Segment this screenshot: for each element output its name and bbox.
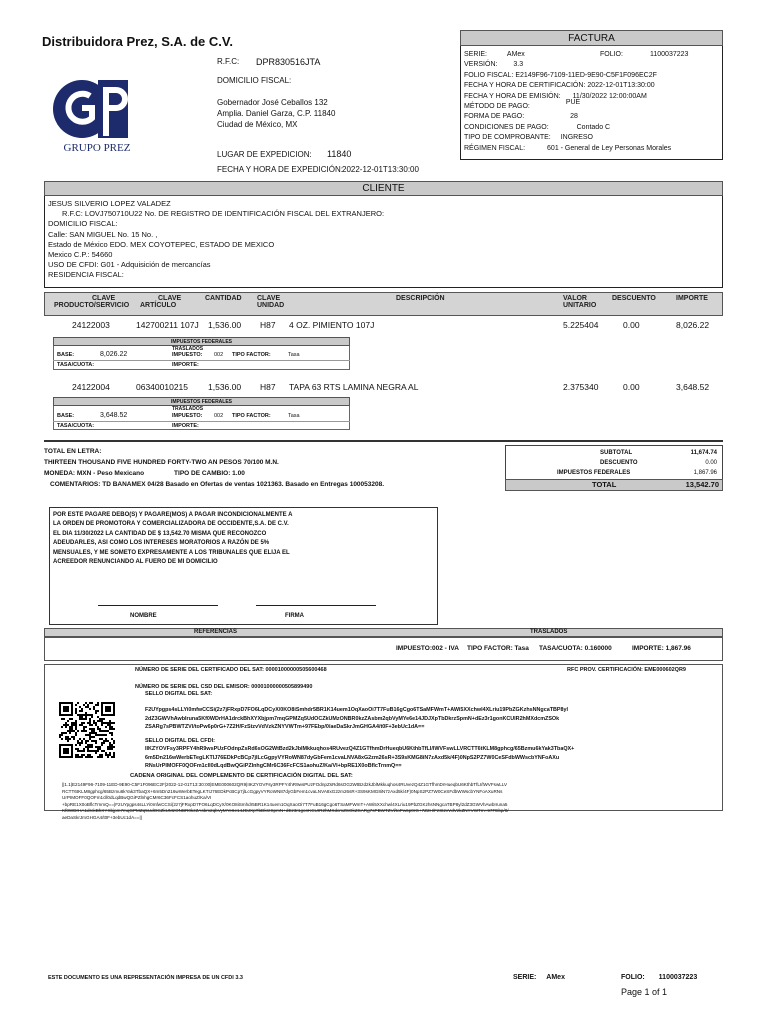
sello-sat-line: 2dZ3GWVhAwbIruna5Kf0WDrHA1drckBhXYXbjpm7mqGPMZq5UdOCZkUMzONBR0kzZAsbm2qbVyMYe6e14JDJXpTbDkrzSpmN+dEz3r1gonKCUIR2hMXdcmZSOk — [145, 715, 560, 722]
qr-code-icon — [59, 702, 115, 758]
col-header-unidad-top: CLAVE — [257, 295, 281, 302]
sello-sat-line: F2UYpgps4sLLYi0mfwCCSi(2z7jFRxpD7FO6LqDCyX/0KO8iSmhdr5BR1K14uem1OqXaoOi7T7FuB16gCgo6TSaMFWmT+AWi5XXchwl4XLriu19PbZGKzhsNNgcaTBP8yl — [145, 707, 568, 713]
cert-sat: NÚMERO DE SERIE DEL CERTIFICADO DEL SAT: 00001000000505600468 — [135, 667, 327, 673]
tax-importe-label: IMPORTE: — [172, 362, 199, 368]
footer-serie — [513, 974, 565, 981]
cell-cant: 1,536.00 — [208, 382, 242, 392]
descuento-value: 0.00 — [705, 460, 717, 466]
footer-folio — [621, 974, 697, 981]
cell-prod: 24122003 — [72, 320, 110, 330]
col-header-valor-top: VALOR — [563, 295, 587, 302]
traslados-label: TRASLADOS — [530, 629, 568, 635]
cell-art: 142700211 107J — [136, 320, 199, 330]
col-header-prod-bottom: PRODUCTO/SERVICIO — [54, 302, 130, 309]
tax-tipo-label: TIPO FACTOR: — [232, 413, 271, 419]
fecha-emision-value: 11/30/2022 12:00:00AM — [572, 92, 647, 100]
tipo-comp-label: TIPO DE COMPROBANTE: — [464, 134, 551, 142]
folio-value: 1100037223 — [650, 51, 689, 58]
tax-divider — [53, 360, 350, 361]
company-logo — [52, 78, 142, 158]
folio-label: FOLIO: — [600, 51, 623, 58]
rfc-prov: RFC PROV. CERTIFICACIÓN: EME000602QR9 — [567, 667, 686, 673]
col-header-valor-bottom: UNITARIO — [563, 302, 597, 309]
tax-tasa-label: TASA/CUOTA: — [57, 362, 95, 368]
logo-text: GRUPO PREZ — [63, 142, 131, 154]
tax-tipo-label: TIPO FACTOR: — [232, 352, 271, 358]
cell-valor: 2.375340 — [563, 382, 599, 392]
impuestos-label: IMPUESTOS FEDERALES — [557, 470, 631, 476]
subtotal-label: SUBTOTAL — [600, 450, 633, 456]
firma-signature-line — [256, 605, 376, 606]
cadena-block — [62, 782, 718, 822]
cell-prod: 24122004 — [72, 382, 110, 392]
total-label: TOTAL — [592, 480, 617, 489]
footer-serie-label: SERIE: — [513, 974, 537, 981]
folio-fiscal-value: E2149F96-7109-11ED-9E90-C5F1F096EC2F — [515, 71, 657, 79]
cell-valor: 5.225404 — [563, 320, 599, 330]
version-label: VERSIÓN: — [464, 61, 498, 69]
tax-impuesto: 002 — [214, 413, 224, 419]
sello-cfdi-line: 6m5Dn216wWerbETegLKTIJ76EDkPcBCp7jlLcGgpyVYRoWN87dyGbFem1cvaLNVA8xG2zm26sR+3S9sKMG8iN7zAxd5k/4F)0NpS2PZ7W0CeSFdbWWscbYNFoAXu — [145, 754, 560, 761]
cliente-title: CLIENTE — [44, 181, 723, 196]
pagare-line: POR ESTE PAGARE DEBO(S) Y PAGARE(MOS) A PAGAR INCONDICIONALMENTE A — [53, 512, 293, 518]
pagare-line: LA ORDEN DE PROMOTORA Y COMERCIALIZADORA DE OCCIDENTE,S.A. DE C.V. — [53, 521, 289, 528]
col-header-cant: CANTIDAD — [205, 295, 242, 302]
fecha-exp-label: FECHA Y HORA DE EXPEDICIÓN: — [217, 165, 343, 174]
col-header-prod — [54, 295, 130, 309]
tax-tipo: Tasa — [288, 413, 300, 419]
company-rfc: DPR830516JTA — [256, 57, 321, 67]
col-header-art-top: CLAVE — [158, 295, 182, 302]
metodo-label: MÉTODO DE PAGO: — [464, 103, 530, 111]
factura-title: FACTURA — [460, 30, 723, 46]
tax-base-label: BASE: — [57, 352, 75, 358]
tax-base: 8,026.22 — [100, 351, 128, 358]
tax-tipo: Tasa — [288, 352, 300, 358]
cliente-rfc: R.F.C: LOVJ750710U22 No. DE REGISTRO DE IDENTIFICACIÓN FISCAL DEL EXTRANJERO: — [62, 209, 385, 219]
fecha-exp-value: 2022-12-01T13:30:00 — [342, 165, 419, 174]
col-header-art — [140, 295, 182, 309]
descuento-label: DESCUENTO — [600, 460, 638, 466]
company-address3: Ciudad de México, MX — [217, 120, 298, 129]
tax-divider — [53, 421, 350, 422]
cliente-estado: Estado de México EDO. MEX COYOTEPEC, ESTADO DE MEXICO — [48, 239, 275, 249]
folio-fiscal-label: FOLIO FISCAL: — [464, 71, 514, 79]
total-letra: THIRTEEN THOUSAND FIVE HUNDRED FORTY-TWO AN PESOS 70/100 M.N. — [44, 459, 279, 466]
cadena-label: CADENA ORIGINAL DEL COMPLEMENTO DE CERTIFICACIÓN DIGITAL DEL SAT: — [130, 773, 353, 779]
factura-details — [464, 50, 689, 154]
col-header-art-bottom: ARTÍCULO — [140, 302, 177, 309]
col-header-valor — [563, 295, 596, 309]
table-row — [0, 320, 768, 332]
pagare-line: ADEUDARLES, ASI COMO LOS INTERESES MORATORIOS A RAZÓN DE 5% — [53, 540, 270, 547]
col-header-unidad-bottom: UNIDAD — [257, 302, 285, 309]
col-header-unidad — [257, 295, 284, 309]
cadena-line: RCTT6tKLM8gphcg/65Bzmu6kYak3TbaQX+6m5Dn216wWerbETegLKTIJ76EDkPcBCp7jlLcGgpyVYRoWN87dyGbFem1cvaLNVA8xG2zm26sR+3S9sKMG8iN7zAxd5k/4F)0NpS2PZ7W0CeSFdbWWscbYNFoAXuRNs — [62, 788, 503, 794]
col-header-descuento: DESCUENTO — [612, 295, 656, 302]
footer-page: Page 1 of 1 — [621, 987, 668, 997]
cell-importe: 3,648.52 — [676, 382, 710, 392]
forma-value: 28 — [570, 113, 578, 121]
company-domicilio-label: DOMICILIO FISCAL: — [217, 76, 292, 85]
nombre-signature-line — [98, 605, 218, 606]
pagare-line: ACREEDOR RENUNCIANDO AL FUERO DE MI DOMICILIO — [53, 559, 218, 566]
nombre-label: NOMBRE — [130, 613, 157, 619]
regimen-label: RÉGIMEN FISCAL: — [464, 144, 526, 152]
subtotal-value: 11,674.74 — [690, 450, 717, 456]
sello-sat-line: ZSARg7sPBWTZVl/toPw6p0rG+7Z2H/FzStzvVdVzkZNYVWTm+97FEbp/0/aeDaSkrJmGHGA4/t0F+3ebUc1dA== — [145, 724, 425, 730]
company-address1: Gobernador José Ceballos 132 — [217, 98, 328, 107]
sello-cfdi-label: SELLO DIGITAL DEL CFDI: — [145, 738, 215, 744]
tax-tasa-label: TASA/CUOTA: — [57, 423, 95, 429]
col-header-prod-top: CLAVE — [91, 295, 116, 302]
lugar-value: 11840 — [327, 149, 352, 159]
pagare-line: EL DIA 11/30/2022 LA CANTIDAD DE $ 13,542.70 MISMA QUE RECONOZCO — [53, 530, 267, 537]
cliente-name: JESUS SILVERIO LOPEZ VALADEZ — [48, 199, 171, 208]
tax-importe-label: IMPORTE: — [172, 423, 199, 429]
fecha-cert-label: FECHA Y HORA DE CERTIFICACIÓN: — [464, 82, 586, 90]
fecha-emision-label: FECHA Y HORA DE EMISIÓN: — [464, 92, 561, 100]
tax-impuesto: 002 — [214, 352, 224, 358]
cliente-domicilio-label: DOMICILIO FISCAL: — [48, 219, 118, 229]
lugar-label: LUGAR DE EXPEDICION: — [217, 150, 312, 159]
serie-label: SERIE: — [464, 51, 487, 58]
total-value: 13,542.70 — [685, 480, 719, 489]
firma-label: FIRMA — [285, 613, 304, 619]
tax-base: 3,648.52 — [100, 412, 128, 419]
tax-impuesto-label: IMPUESTO: — [172, 352, 203, 358]
version-value: 3.3 — [513, 61, 524, 69]
cliente-cp: Mexico C.P.: 54660 — [48, 250, 113, 260]
cadena-line: UrPIMOFF0QOFm1cll0dLqdBwQGiPZlnhgCMr6C36FcFCS1aohuZ/Ka/VI — [62, 795, 212, 801]
cell-art: 06340010215 — [136, 382, 189, 392]
ref-tasa: TASA/CUOTA: 0.160000 — [539, 645, 612, 652]
condiciones-label: CONDICIONES DE PAGO: — [464, 123, 549, 131]
cliente-uso-cfdi: USO DE CFDI: G01 - Adquisición de mercancías — [48, 260, 211, 270]
cell-unidad: H87 — [260, 320, 276, 330]
referencias-box — [44, 637, 723, 661]
sello-cfdi-block — [145, 745, 715, 771]
cell-descuento: 0.00 — [623, 382, 640, 392]
company-address2: Amplia. Daniel Garza, C.P. 11840 — [217, 109, 336, 118]
tax-base-label: BASE: — [57, 413, 75, 419]
footer-folio-value: 1100037223 — [658, 974, 698, 981]
table-bottom-rule — [44, 440, 723, 442]
company-rfc-label: R.F.C: — [217, 57, 240, 66]
impuestos-value: 1,867.96 — [693, 470, 717, 476]
totals-lines — [505, 448, 723, 478]
cliente-residencia: RESIDENCIA FISCAL: — [48, 270, 124, 280]
ref-importe: IMPORTE: 1,867.96 — [632, 645, 691, 652]
moneda: MONEDA: MXN - Peso Mexicano — [44, 470, 145, 477]
cadena-line: aeDaSkrJmGHGA4/t0F+3ebUc1dA==|| — [62, 814, 142, 820]
ref-impuesto: IMPUESTO:002 - IVA — [396, 645, 459, 652]
pagare-text — [53, 511, 292, 567]
pagare-line: MENSUALES, Y ME SOMETO EXPRESAMENTE A LOS TRIBUNALES QUE ELIJA EL — [53, 549, 290, 556]
ref-tipo-factor: TIPO FACTOR: Tasa — [467, 645, 529, 652]
sello-cfdi-line: IIKZYOVFsy3RPFY4hR9wsPUzFOdnpZsRd6sOG2WtBzd2kJblMkkuqhos4RUvezQ4Z1GTfhmDrHueqbU6KthbTfLI/lWVFswLLVRCTT6tKLM8gphcg/65Bzmu6kYak3TbaQX+ — [145, 746, 575, 752]
forma-label: FORMA DE PAGO: — [464, 113, 525, 121]
sello-cfdi-line: RNsUrPIMOFF0QOFm1cll0dLqdBwQGiPZlnhgCMr6C36FcFCS1aohuZ/Ka/VI+bpRE1X0oBflcTrnmQ== — [145, 763, 402, 769]
csd-emisor: NÚMERO DE SERIE DEL CSD DEL EMISOR: 00001000000505899490 — [135, 684, 313, 690]
qr-code — [59, 702, 115, 758]
total-letra-block — [44, 446, 384, 490]
tipo-cambio: TIPO DE CAMBIO: 1.00 — [174, 470, 245, 477]
comentarios: COMENTARIOS: TD BANAMEX 04/28 Basado en Ofertas de ventas 1021363. Basado en Entregas 100053208. — [50, 481, 385, 488]
cliente-details — [48, 199, 384, 281]
footer-leyenda: ESTE DOCUMENTO ES UNA REPRESENTACIÓN IMPRESA DE UN CFDI 3.3 — [48, 975, 243, 981]
logo-gp-icon — [52, 78, 142, 140]
cadena-line: Kf0WDrHA1drckBhXYXbjpm7mqGPMZq5UdOCZkUMzONBR0kzZAsbm2qbVyMYe6e14JDJXpTbDkrzSpmN+dEz3r1gonKCUIR2hMXdcmZSOkZSARg7sPBWTZVl/toPw6p0rG+7Z2H/FzStzvVdVzkZNYVWTm+97FEbp/0/ — [62, 808, 509, 814]
tax-box-title: IMPUESTOS FEDERALES — [53, 337, 350, 346]
tax-box-title: IMPUESTOS FEDERALES — [53, 397, 350, 406]
tax-impuesto-label: IMPUESTO: — [172, 413, 203, 419]
col-header-importe: IMPORTE — [676, 295, 708, 302]
cell-descuento: 0.00 — [623, 320, 640, 330]
metodo-value: PUE — [565, 99, 581, 107]
cell-importe: 8,026.22 — [676, 320, 710, 330]
cliente-calle: Calle: SAN MIGUEL No. 15 No. , — [48, 229, 158, 239]
serie-value: AMex — [506, 51, 525, 58]
referencias-label: REFERENCIAS — [194, 629, 238, 635]
cell-unidad: H87 — [260, 382, 276, 392]
cell-desc: TAPA 63 RTS LAMINA NEGRA AL — [289, 382, 419, 392]
fecha-cert-value: 2022-12-01T13:30:00 — [587, 82, 655, 90]
footer-folio-label: FOLIO: — [621, 974, 645, 981]
company-name: Distribuidora Prez, S.A. de C.V. — [42, 34, 233, 49]
col-header-desc: DESCRIPCIÓN — [396, 295, 445, 302]
cadena-line: ||1.1|E2149F96-7109-11ED-9E90-C5F1F096EC2F|2022-12-01T13:30:00|EME000602QR9|IIKZYOVFsy3RPFY4hR9wsPUzFOdnpZsRd6sOG2WtBzd2kJblMkkuqhos4RUvezQ4Z1GTfhmDrHueqbU6KthbTfLI/lWVFswLLV — [62, 782, 508, 787]
cell-cant: 1,536.00 — [208, 320, 242, 330]
cell-desc: 4 OZ. PIMIENTO 107J — [289, 320, 375, 330]
tax-traslados-label: TRASLADOS — [172, 406, 204, 412]
cadena-line: +bpRE1X0oBflcTrnmQ==|F2UYpgps4sLLYi0mfwCCSi(2z7jFRxpD7FO6LqDCyX/0KO8iSmhdr5BR1K14uem1OqXaoOi7T7FuB16gCgo6TSaMFWmT+AWi5XXchwl4XLriu19PbZGKzhsNNgcaTBP8yl2dZ3GWVhAwbIruna5 — [62, 801, 508, 807]
total-letra-label: TOTAL EN LETRA: — [44, 448, 102, 455]
sello-sat-label: SELLO DIGITAL DEL SAT: — [145, 691, 213, 697]
sello-sat-block — [145, 706, 715, 732]
table-row — [0, 382, 768, 394]
regimen-value: 601 - General de Ley Personas Morales — [547, 144, 672, 152]
referencias-band — [44, 628, 723, 637]
footer-serie-value: AMex — [546, 974, 565, 981]
tipo-comp-value: INGRESO — [560, 134, 593, 142]
tax-traslados-label: TRASLADOS — [172, 346, 204, 352]
condiciones-value: Contado C — [576, 123, 611, 131]
